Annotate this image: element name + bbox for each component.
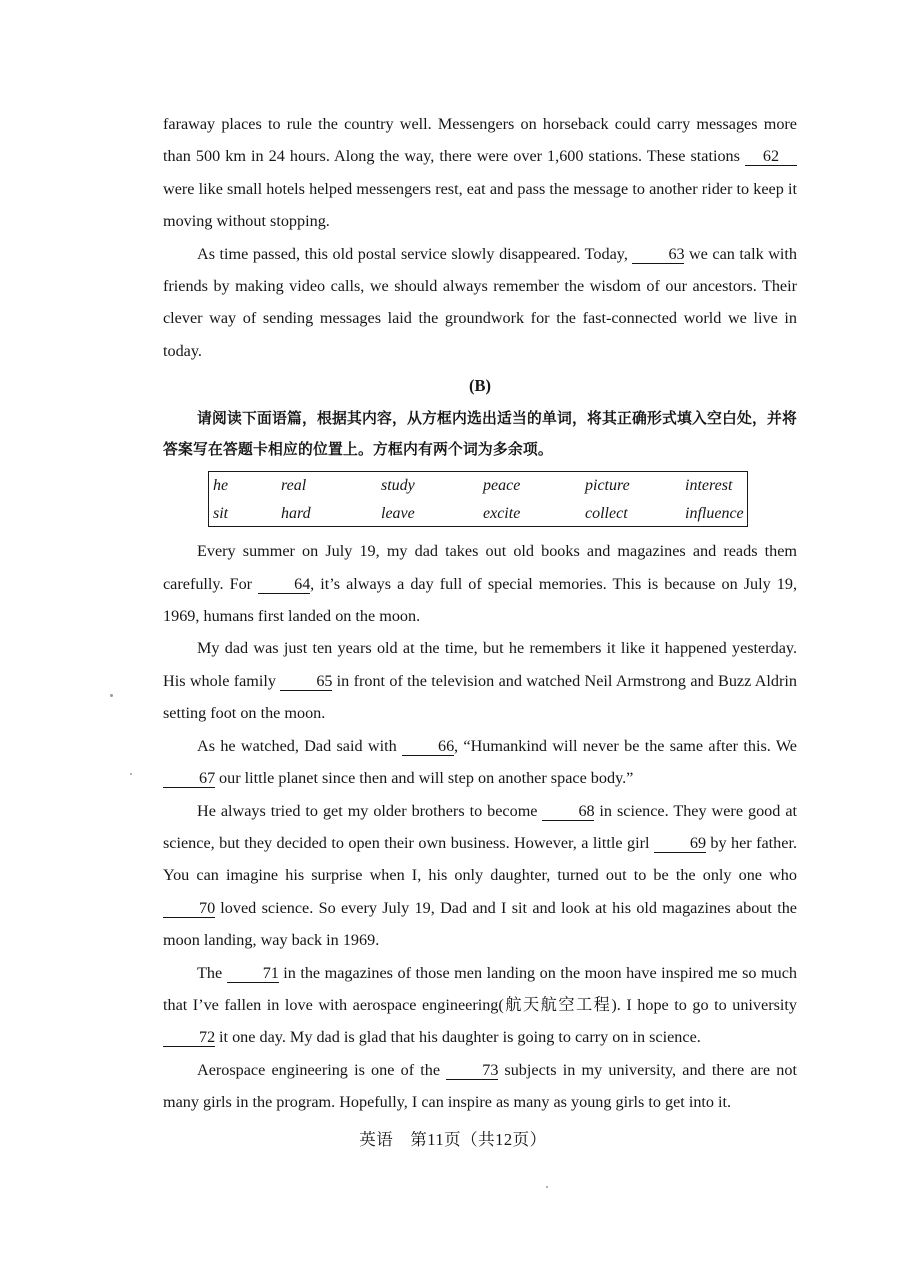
word-bank-item: peace	[483, 477, 521, 495]
word-bank-item: he	[213, 477, 229, 495]
scan-speck	[546, 1186, 548, 1188]
passage-a-paragraph-1: faraway places to rule the country well. Messengers on horseback could carry messages more than 500 km in 24 hours. Along the way, there were over 1,600 stations. These stations 62 were like small hotels helped messengers rest, eat and pass the message to another rider to keep it moving without stopping.	[163, 115, 797, 231]
word-bank-item: real	[281, 477, 307, 495]
passage-b-paragraph-3: As he watched, Dad said with 66, “Humankind will never be the same after this. We 67 our little planet since then and will step on another space body.”	[163, 730, 797, 795]
blank-66: 66	[402, 737, 454, 756]
word-bank-item: hard	[281, 505, 311, 523]
section-b-instructions: 请阅读下面语篇，根据其内容，从方框内选出适当的单词，将其正确形式填入空白处，并将答案写在答题卡相应的位置上。方框内有两个词为多余项。	[163, 410, 797, 459]
blank-62: 62	[745, 147, 797, 166]
word-bank-item: study	[381, 477, 415, 495]
passage-b-paragraph-4: He always tried to get my older brothers to become 68 in science. They were good at science, but they decided to open their own business. However, a little girl 69 by her father. You can imagine his surprise when I, his only daughter, turned out to be the only one who 70 loved science. So every July 19, Dad and I sit and look at his old magazines about the moon landing, way back in 1969.	[163, 801, 797, 950]
blank-65: 65	[280, 672, 332, 691]
passage-a-paragraph-2: As time passed, this old postal service slowly disappeared. Today, 63 we can talk with friends by making video calls, we should always remember the wisdom of our ancestors. Their clever way of sending messages laid the groundwork for the fast-connected world we live in today.	[163, 244, 798, 360]
blank-64: 64	[258, 575, 310, 594]
page-content	[163, 108, 797, 1119]
blank-72: 72	[163, 1028, 215, 1047]
page-footer: 英语 第11页（共12页）	[359, 1130, 547, 1149]
blank-70: 70	[163, 899, 215, 918]
word-bank-item: collect	[585, 505, 628, 523]
blank-63: 63	[632, 245, 684, 264]
scan-speck	[110, 694, 113, 697]
blank-71: 71	[227, 964, 279, 983]
word-bank-item: excite	[483, 505, 521, 523]
passage-b-paragraph-2: My dad was just ten years old at the time, but he remembers it like it happened yesterday. His whole family 65 in front of the television and watched Neil Armstrong and Buzz Aldrin setting foot on the moon.	[163, 639, 797, 723]
word-bank-item: influence	[685, 505, 744, 523]
blank-68: 68	[542, 802, 594, 821]
blank-69: 69	[654, 834, 706, 853]
word-bank-item: sit	[213, 505, 229, 523]
passage-b-paragraph-1: Every summer on July 19, my dad takes out old books and magazines and reads them carefully. For 64, it’s always a day full of special memories. This is because on July 19, 1969, humans first landed on the moon.	[163, 542, 798, 626]
passage-b-paragraph-5: The 71 in the magazines of those men landing on the moon have inspired me so much that I’ve fallen in love with aerospace engineering(航天航空工程). I hope to go to university 72 it one day. My dad is glad that his daughter is going to carry on in science.	[163, 963, 798, 1047]
word-bank-item: leave	[381, 505, 415, 523]
blank-67: 67	[163, 769, 215, 788]
word-bank-item: picture	[585, 477, 630, 495]
section-b-title: (B)	[469, 376, 491, 396]
passage-b-paragraph-6: Aerospace engineering is one of the 73 subjects in my university, and there are not many girls in the program. Hopefully, I can inspire as many as young girls to get into it.	[163, 1060, 797, 1112]
word-bank-box	[208, 471, 748, 527]
scan-speck	[130, 773, 132, 775]
word-bank-item: interest	[685, 477, 733, 495]
blank-73: 73	[446, 1061, 498, 1080]
